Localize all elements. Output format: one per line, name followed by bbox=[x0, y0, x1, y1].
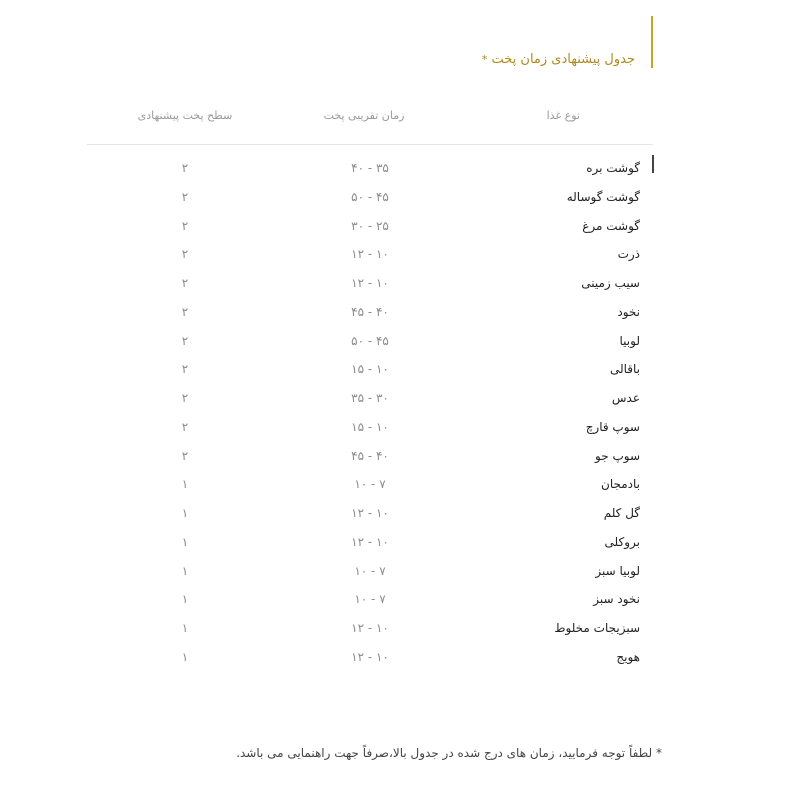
header-cooking-time: زمان تقریبی پخت bbox=[323, 109, 405, 122]
cooking-level-cell: ۲ bbox=[181, 333, 189, 348]
title-accent-bar bbox=[651, 16, 653, 68]
cooking-time-cell: ۷ - ۱۰ bbox=[354, 563, 386, 578]
cooking-time-cell: ۴۵ - ۵۰ bbox=[351, 189, 389, 204]
page-title bbox=[482, 50, 635, 70]
cooking-level-cell: ۱ bbox=[181, 563, 189, 578]
table-row bbox=[0, 559, 800, 588]
food-name-cell: گل کلم bbox=[603, 506, 640, 520]
cooking-time-cell: ۴۵ - ۵۰ bbox=[351, 333, 389, 348]
cooking-time-cell: ۴۰ - ۴۵ bbox=[351, 304, 389, 319]
cooking-level-cell: ۲ bbox=[181, 362, 189, 377]
cooking-time-cell: ۱۰ - ۱۲ bbox=[351, 506, 389, 520]
cooking-time-cell: ۱۰ - ۱۲ bbox=[351, 247, 389, 262]
cooking-level-cell: ۲ bbox=[181, 304, 189, 319]
cooking-time-cell: ۳۵ - ۴۰ bbox=[351, 161, 389, 175]
cooking-level-cell: ۱ bbox=[181, 506, 189, 520]
food-name-cell: لوبیا bbox=[619, 333, 640, 348]
cooking-time-cell: ۱۰ - ۱۲ bbox=[351, 276, 389, 290]
cooking-level-cell: ۱ bbox=[181, 477, 189, 492]
cooking-time-cell: ۱۰ - ۱۲ bbox=[351, 621, 389, 635]
header-divider bbox=[87, 144, 653, 145]
cooking-level-cell: ۲ bbox=[181, 247, 189, 262]
cooking-level-cell: ۲ bbox=[181, 161, 189, 175]
cooking-time-cell: ۷ - ۱۰ bbox=[354, 592, 386, 607]
cooking-time-cell: ۱۰ - ۱۵ bbox=[351, 362, 389, 377]
cooking-level-cell: ۲ bbox=[181, 419, 189, 434]
food-name-cell: گوشت بره bbox=[586, 161, 640, 175]
table-row bbox=[0, 444, 800, 473]
table-row bbox=[0, 587, 800, 616]
cooking-time-cell: ۳۰ - ۳۵ bbox=[351, 391, 389, 405]
table-row bbox=[0, 415, 800, 444]
food-name-cell: سبزیجات مخلوط bbox=[554, 621, 640, 635]
cooking-time-cell: ۷ - ۱۰ bbox=[354, 477, 386, 492]
cooking-time-cell: ۱۰ - ۱۵ bbox=[351, 419, 389, 434]
food-name-cell: نخود bbox=[617, 304, 640, 319]
table-row bbox=[0, 156, 800, 185]
table-row bbox=[0, 214, 800, 243]
food-name-cell: هویج bbox=[616, 649, 640, 664]
cooking-time-cell: ۱۰ - ۱۲ bbox=[351, 534, 389, 549]
table-row bbox=[0, 501, 800, 530]
food-name-cell: بروکلی bbox=[604, 534, 640, 549]
cooking-level-cell: ۱ bbox=[181, 621, 189, 635]
cooking-level-cell: ۲ bbox=[181, 218, 189, 233]
food-name-cell: گوشت مرغ bbox=[582, 218, 640, 233]
food-name-cell: بادمجان bbox=[601, 477, 640, 492]
table-row bbox=[0, 357, 800, 386]
table-row bbox=[0, 300, 800, 329]
table-row bbox=[0, 329, 800, 358]
table-row bbox=[0, 530, 800, 559]
food-name-cell: عدس bbox=[611, 391, 640, 405]
food-name-cell: سیب زمینی bbox=[581, 276, 640, 290]
cooking-level-cell: ۱ bbox=[181, 649, 189, 664]
table-row bbox=[0, 242, 800, 271]
cooking-level-cell: ۲ bbox=[181, 189, 189, 204]
cooking-level-cell: ۲ bbox=[181, 448, 189, 463]
cooking-time-cell: ۴۰ - ۴۵ bbox=[351, 448, 389, 463]
cooking-level-cell: ۲ bbox=[181, 276, 189, 290]
cooking-time-cell: ۲۵ - ۳۰ bbox=[351, 218, 389, 233]
title-asterisk: * bbox=[481, 53, 488, 66]
table-row bbox=[0, 271, 800, 300]
table-row bbox=[0, 185, 800, 214]
food-name-cell: سوپ جو bbox=[595, 448, 640, 463]
table-body bbox=[0, 156, 800, 674]
cooking-level-cell: ۲ bbox=[181, 391, 189, 405]
table-row bbox=[0, 645, 800, 674]
food-name-cell: باقالی bbox=[609, 362, 640, 377]
cooking-level-cell: ۱ bbox=[181, 592, 189, 607]
cooking-level-cell: ۱ bbox=[181, 534, 189, 549]
header-food-type: نوع غذا bbox=[546, 109, 580, 122]
header-cooking-level: سطح پخت پیشنهادی bbox=[137, 109, 233, 122]
food-name-cell: لوبیا سبز bbox=[595, 563, 640, 578]
table-row bbox=[0, 616, 800, 645]
cooking-time-cell: ۱۰ - ۱۲ bbox=[351, 649, 389, 664]
footnote: * لطفاً توجه فرمایید، زمان های درج شده در جدول بالا،صرفاً جهت راهنمایی می باشد. bbox=[236, 746, 662, 760]
food-name-cell: نخود سبز bbox=[593, 592, 640, 607]
title-text: جدول پیشنهادی زمان پخت bbox=[491, 52, 635, 67]
food-name-cell: سوپ قارچ bbox=[585, 419, 640, 434]
table-row bbox=[0, 472, 800, 501]
food-name-cell: گوشت گوساله bbox=[566, 189, 640, 204]
table-row bbox=[0, 386, 800, 415]
food-name-cell: ذرت bbox=[617, 247, 640, 262]
